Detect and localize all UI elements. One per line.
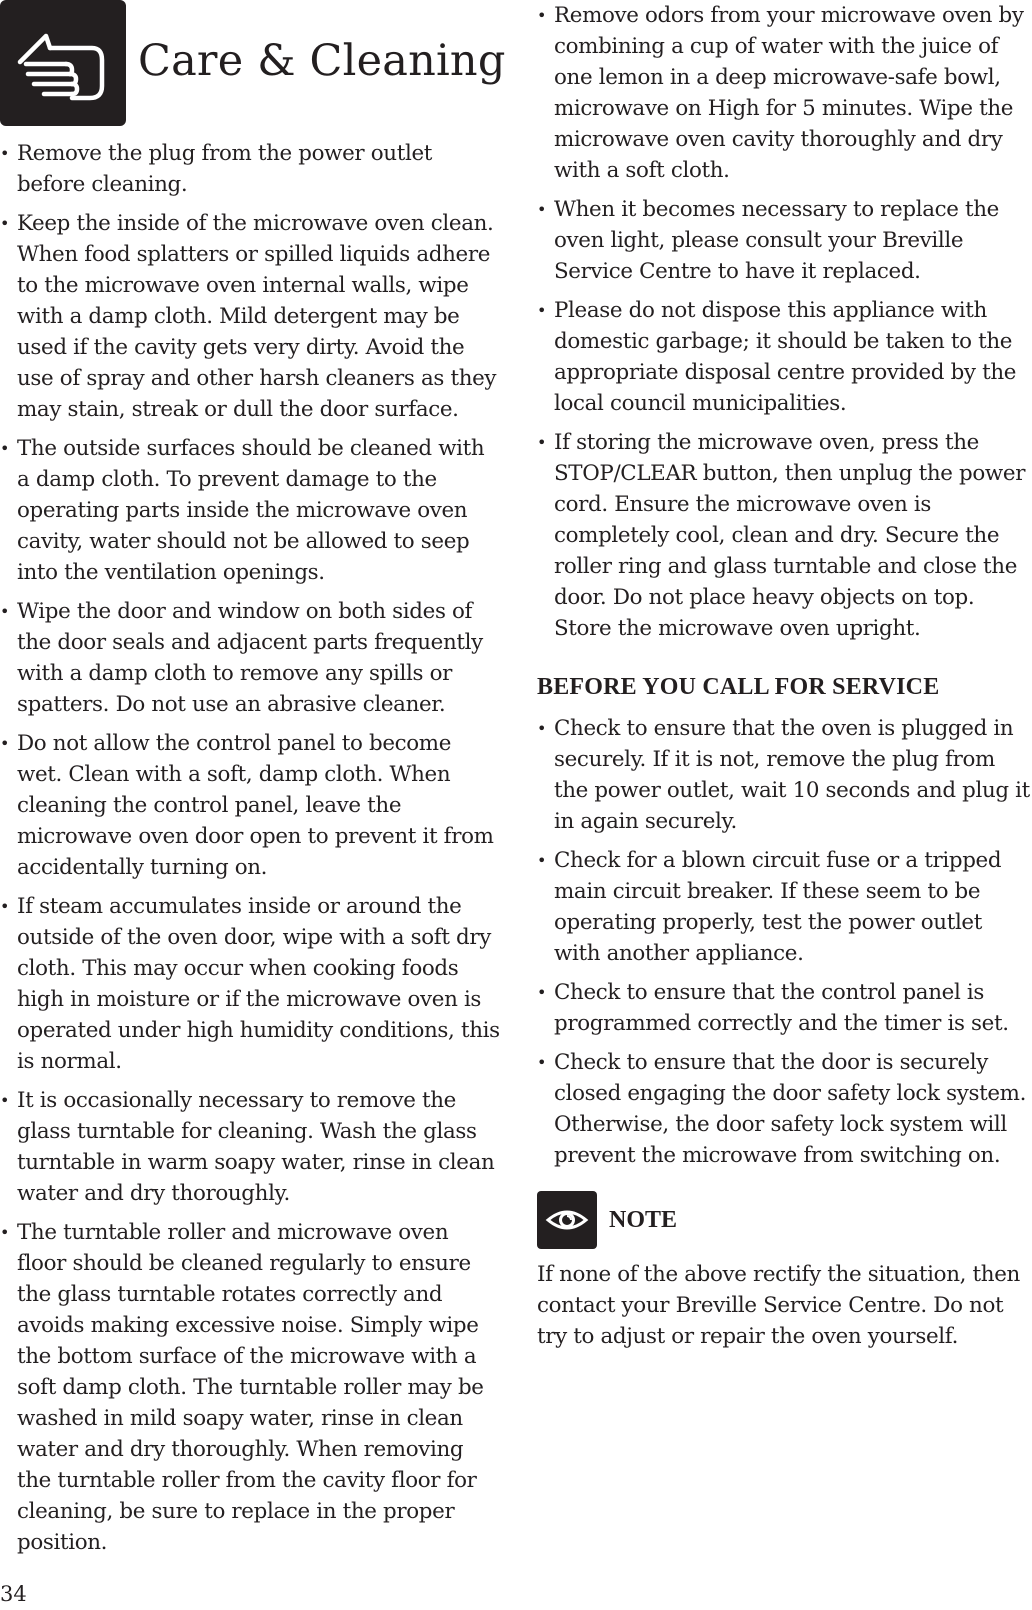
list-item: • Keep the inside of the microwave oven clean. When food splatters or spilled liquids adhere to the microwave oven internal walls, wipe with a damp cloth. Mild detergent may be used if the cavity gets very dirty. Avoid the use of spray and other harsh cleaners as they may stain, streak or dull the door surface.	[0, 208, 500, 425]
list-item: • Remove the plug from the power outlet before cleaning.	[0, 138, 500, 200]
list-item: • Check to ensure that the door is securely closed engaging the door safety lock system. Otherwise, the door safety lock system will prevent the microwave from switching on.	[537, 1047, 1032, 1171]
note-text: If none of the above rectify the situation, then contact your Breville Service Centre. Do not try to adjust or repair the oven yourself.	[537, 1262, 1020, 1349]
cleaning-instructions-list	[0, 138, 500, 1558]
list-item: • When it becomes necessary to replace the oven light, please consult your Breville Service Centre to have it replaced.	[537, 194, 1032, 287]
list-item: • The outside surfaces should be cleaned with a damp cloth. To prevent damage to the operating parts inside the microwave oven cavity, water should not be allowed to seep into the ventilation openings.	[0, 433, 500, 588]
list-item: • Wipe the door and window on both sides of the door seals and adjacent parts frequently with a damp cloth to remove any spills or spatters. Do not use an abrasive cleaner.	[0, 596, 500, 720]
page-number: 34	[0, 1582, 27, 1606]
service-checklist	[537, 713, 1032, 1171]
list-item: • If steam accumulates inside or around the outside of the oven door, wipe with a soft dry cloth. This may occur when cooking foods high in moisture or if the microwave oven is operated under high humidity conditions, this is normal.	[0, 891, 500, 1077]
list-item: • Please do not dispose this appliance with domestic garbage; it should be taken to the appropriate disposal centre provided by the local council municipalities.	[537, 295, 1032, 419]
list-item: • Check to ensure that the oven is plugged in securely. If it is not, remove the plug from the power outlet, wait 10 seconds and plug it in again securely.	[537, 713, 1032, 837]
list-item: • It is occasionally necessary to remove the glass turntable for cleaning. Wash the glass turntable in warm soapy water, rinse in clean water and dry thoroughly.	[0, 1085, 500, 1209]
note-label: NOTE	[609, 1206, 678, 1233]
page-title: Care & Cleaning	[138, 36, 506, 86]
care-instructions-list	[537, 0, 1032, 644]
right-column	[537, 0, 1032, 1352]
left-column	[0, 138, 500, 1566]
list-item: • Do not allow the control panel to become wet. Clean with a soft, damp cloth. When cleaning the control panel, leave the microwave oven door open to prevent it from accidentally turning on.	[0, 728, 500, 883]
hand-cleaning-icon	[0, 0, 126, 126]
eye-icon	[537, 1191, 597, 1249]
list-item: • Remove odors from your microwave oven by combining a cup of water with the juice of one lemon in a deep microwave-safe bowl, microwave on High for 5 minutes. Wipe the microwave oven cavity thoroughly and dry with a soft cloth.	[537, 0, 1032, 186]
list-item: • The turntable roller and microwave oven floor should be cleaned regularly to ensure the glass turntable rotates correctly and avoids making excessive noise. Simply wipe the bottom surface of the microwave with a soft damp cloth. The turntable roller may be washed in mild soapy water, rinse in clean water and dry thoroughly. When removing the turntable roller from the cavity floor for cleaning, be sure to replace in the proper position.	[0, 1217, 500, 1558]
section-heading: BEFORE YOU CALL FOR SERVICE	[537, 674, 940, 700]
list-item: • Check to ensure that the control panel is programmed correctly and the timer is set.	[537, 977, 1032, 1039]
list-item: • If storing the microwave oven, press the STOP/CLEAR button, then unplug the power cord. Ensure the microwave oven is completely cool, clean and dry. Secure the roller ring and glass turntable and close the door. Do not place heavy objects on top. Store the microwave oven upright.	[537, 427, 1032, 644]
note-header	[537, 1191, 1032, 1249]
list-item: • Check for a blown circuit fuse or a tripped main circuit breaker. If these seem to be operating properly, test the power outlet with another appliance.	[537, 845, 1032, 969]
